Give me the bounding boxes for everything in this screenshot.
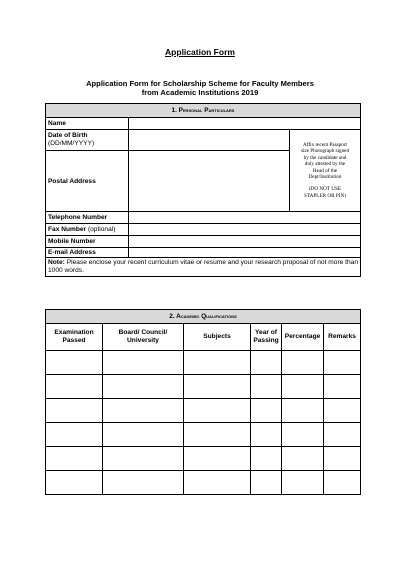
table-cell[interactable] [103,447,184,471]
table-cell[interactable] [46,351,103,375]
telephone-field[interactable] [129,212,361,224]
table-cell[interactable] [251,399,282,423]
table-cell[interactable] [46,399,103,423]
table-cell[interactable] [103,375,184,399]
email-row [46,248,361,258]
column-header-remarks: Remarks [324,324,361,351]
table-cell[interactable] [282,351,324,375]
table-row [46,351,361,375]
table-cell[interactable] [324,375,361,399]
table-cell[interactable] [184,471,251,495]
mobile-label: Mobile Number [46,236,129,248]
table-cell[interactable] [46,375,103,399]
column-header-percentage: Percentage [282,324,324,351]
table-cell[interactable] [46,447,103,471]
table-cell[interactable] [282,399,324,423]
fax-label: Fax Number (optional) [46,224,129,236]
academic-qualifications-table [45,309,361,495]
postal-address-field[interactable] [129,151,290,212]
table-cell[interactable] [184,399,251,423]
table-row [46,447,361,471]
email-field[interactable] [129,248,361,258]
column-header-examination: Examination Passed [46,324,103,351]
column-header-subjects: Subjects [184,324,251,351]
table-row [46,375,361,399]
table-cell[interactable] [251,471,282,495]
personal-section-header-row [46,104,361,118]
table-cell[interactable] [324,351,361,375]
table-cell[interactable] [46,471,103,495]
mobile-row [46,236,361,248]
table-cell[interactable] [251,423,282,447]
page-title: Application Form [165,47,235,57]
column-header-year: Year of Passing [251,324,282,351]
table-cell[interactable] [184,423,251,447]
dob-field[interactable] [129,130,290,151]
personal-section-heading: 1. Personal Particulars [46,104,361,118]
academic-section-header-row [46,310,361,324]
telephone-row [46,212,361,224]
dob-label: Date of Birth (DD/MM/YYYY) [46,130,129,151]
subtitle-line-1: Application Form for Scholarship Scheme for Faculty Members [86,79,314,88]
subtitle-line-2: from Academic Institutions 2019 [141,88,259,97]
table-cell[interactable] [324,471,361,495]
table-cell[interactable] [324,423,361,447]
personal-particulars-table [45,103,361,277]
table-cell[interactable] [282,471,324,495]
table-cell[interactable] [103,399,184,423]
table-row [46,399,361,423]
table-cell[interactable] [103,471,184,495]
table-cell[interactable] [184,351,251,375]
note-text: Note: Please enclose your recent curriculum vitae or resume and your research proposal of not more than 1000 words. [46,258,361,277]
table-cell[interactable] [251,447,282,471]
mobile-field[interactable] [129,236,361,248]
telephone-label: Telephone Number [46,212,129,224]
fax-field[interactable] [129,224,361,236]
form-subtitle [0,79,400,97]
dob-row [46,130,361,151]
table-cell[interactable] [103,423,184,447]
table-cell[interactable] [282,447,324,471]
table-cell[interactable] [46,423,103,447]
email-label: E-mail Address [46,248,129,258]
table-cell[interactable] [251,351,282,375]
table-row [46,471,361,495]
table-cell[interactable] [324,399,361,423]
table-row [46,423,361,447]
postal-address-label: Postal Address [46,151,129,212]
name-field[interactable] [129,118,361,130]
note-row [46,258,361,277]
academic-data-rows [46,351,361,495]
table-cell[interactable] [184,447,251,471]
fax-row [46,224,361,236]
academic-section-heading: 2. Academic Qualifications [46,310,361,324]
name-row [46,118,361,130]
photo-box[interactable]: Affix recent Passport size Photograph signed by the candidate and duly attested by the Head of the Dept/Institution (DO NOT USE STAPLER OR PIN) [290,130,361,212]
column-header-board: Board/ Council/ University [103,324,184,351]
table-cell[interactable] [324,447,361,471]
table-cell[interactable] [282,375,324,399]
table-cell[interactable] [103,351,184,375]
table-cell[interactable] [184,375,251,399]
table-cell[interactable] [282,423,324,447]
table-cell[interactable] [251,375,282,399]
name-label: Name [46,118,129,130]
academic-column-header-row [46,324,361,351]
